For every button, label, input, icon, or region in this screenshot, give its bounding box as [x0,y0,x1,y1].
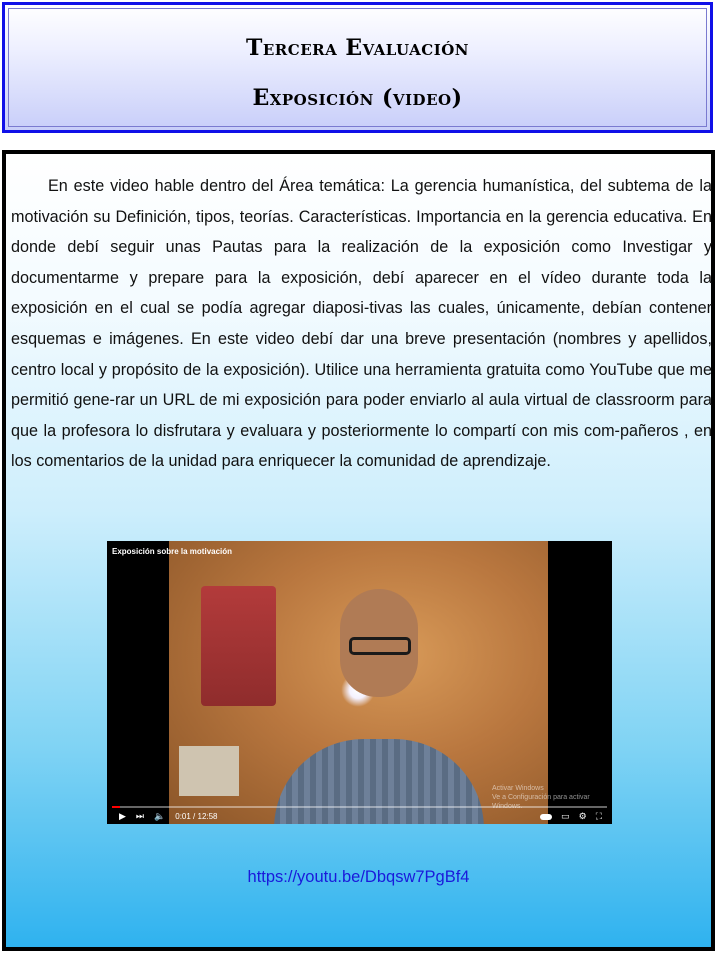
next-icon[interactable]: ⏭ [135,811,145,821]
volume-icon[interactable]: 🔈 [154,811,166,821]
glasses [349,637,411,655]
youtube-link[interactable]: https://youtu.be/Dbqsw7PgBf4 [247,868,470,886]
watermark-line-1: Activar Windows [492,785,544,792]
title-line-1: Tercera Evaluación [245,35,469,61]
controls-left [119,812,218,821]
content-box [2,150,715,951]
time-display: 0:01 / 12:58 [175,812,218,821]
controls-right [540,812,602,821]
autoplay-toggle-icon[interactable] [540,814,552,820]
title-line-2: Exposición (video) [252,85,463,111]
body-paragraph: En este video hable dentro del Área temática: La gerencia humanística, del subtema de la motivación su Definición, tipos, teorías. Características. Importancia en la gerencia educativa. En donde debí seguir unas Pautas para la realización de la exposición como Investigar y documentarme y prepare para la exposición, debí aparecer en el vídeo durante toda la exposición en el cual se podía agregar diaposi-tivas las cuales, únicamente, debían contener esquemas e imágenes. En este video debí dar una breve presentación (nombres y apellidos, centro local y propósito de la exposición). Utilice una herramienta gratuita como YouTube que me permitió gene-rar un URL de mi exposición para poder enviarlo al aula virtual de classroorm para que la profesora lo disfrutara y evaluara y posteriormente lo compartí con mis com-pañeros , en los comentarios de la unidad para enriquecer la comunidad de aprendizaje. [11,177,712,471]
air-conditioner-image [179,746,239,796]
watermark-line-2: Ve a Configuración para activar Windows. [492,794,590,810]
progress-bar[interactable] [112,806,607,808]
curtain-image [201,586,276,706]
header-box [2,2,713,133]
settings-gear-icon[interactable]: ⚙ [578,811,587,821]
fullscreen-icon[interactable]: ⛶ [595,811,602,821]
captions-icon[interactable]: ▭ [561,811,570,821]
video-title[interactable]: Exposición sobre la motivación [112,547,233,556]
progress-fill [112,806,120,808]
person-shirt [274,739,484,824]
play-icon[interactable]: ▶ [119,811,126,821]
video-frame [169,541,548,824]
video-player[interactable] [107,541,612,824]
